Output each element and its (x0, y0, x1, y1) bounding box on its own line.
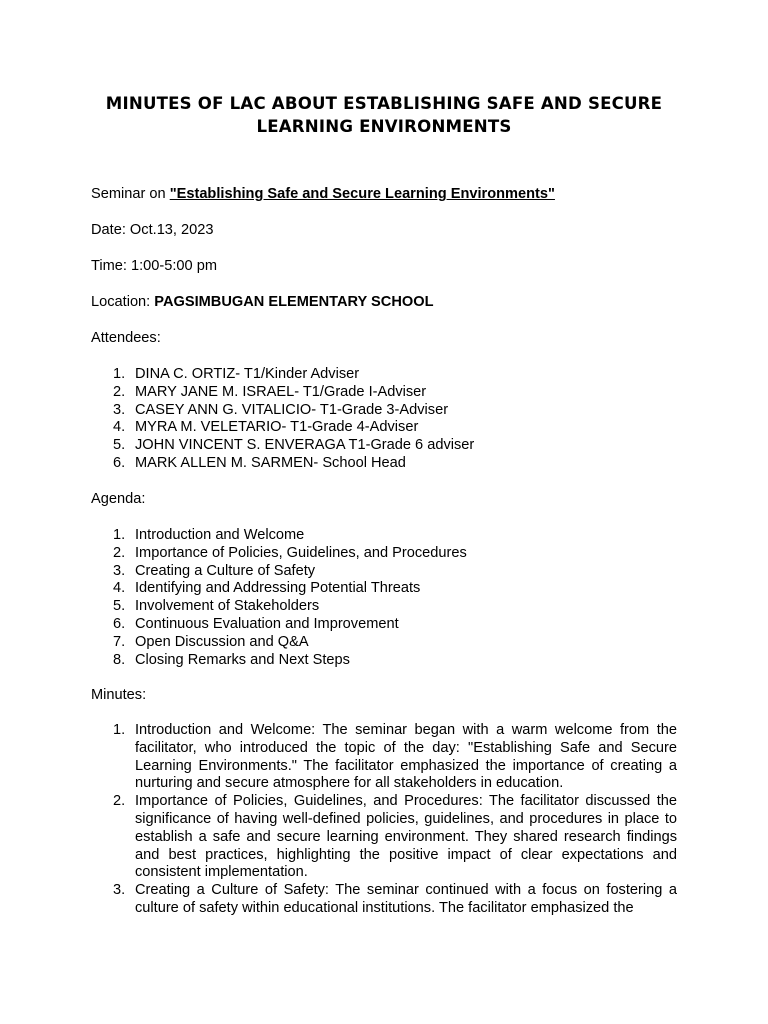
list-item: 5. JOHN VINCENT S. ENVERAGA T1-Grade 6 adviser (113, 437, 475, 454)
location-prefix: Location: (91, 294, 155, 310)
list-item: 1. DINA C. ORTIZ- T1/Kinder Adviser (113, 366, 360, 382)
seminar-name: "Establishing Safe and Secure Learning Environments" (169, 186, 555, 202)
list-item: 4. MYRA M. VELETARIO- T1-Grade 4-Adviser (113, 419, 419, 436)
agenda-heading: Agenda: (91, 491, 146, 507)
seminar-line (91, 185, 555, 203)
list-item: 7. Open Discussion and Q&A (113, 633, 309, 650)
attendees-heading: Attendees: (91, 330, 161, 346)
list-item: 6. Continuous Evaluation and Improvement (113, 615, 399, 632)
list-item: 2. MARY JANE M. ISRAEL- T1/Grade I-Adviser (113, 383, 427, 400)
time-line: Time: 1:00-5:00 pm (91, 258, 217, 274)
seminar-prefix: Seminar on (91, 186, 170, 202)
list-item: 1. Introduction and Welcome (113, 527, 305, 543)
attendees-list (91, 365, 474, 472)
date-line: Date: Oct.13, 2023 (91, 222, 214, 238)
location-name: PAGSIMBUGAN ELEMENTARY SCHOOL (154, 294, 434, 310)
list-item: 8. Closing Remarks and Next Steps (113, 651, 350, 668)
list-item: 6. MARK ALLEN M. SARMEN- School Head (113, 454, 406, 471)
minutes-list (91, 722, 677, 918)
list-item: 2. Importance of Policies, Guidelines, and Procedures: The facilitator discussed the significance of having well-defined policies, guidelines, and procedures in place to establish a safe and secure learning environment. They shared research findings and best practices, highlighting the positive impact of clear expectations and consistent implementation. (113, 793, 677, 881)
list-item: 3. Creating a Culture of Safety: The seminar continued with a focus on fostering a culture of safety within educational institutions. The facilitator emphasized the (113, 882, 677, 916)
location-line (91, 293, 433, 311)
document-title: MINUTES OF LAC ABOUT ESTABLISHING SAFE AND SECURE LEARNING ENVIRONMENTS (105, 94, 663, 136)
minutes-heading: Minutes: (91, 687, 147, 703)
list-item: 1. Introduction and Welcome: The seminar began with a warm welcome from the facilitator, who introduced the topic of the day: "Establishing Safe and Secure Learning Environments." The facilitator emphasized the importance of creating a nurturing and secure atmosphere for all stakeholders in education. (113, 722, 677, 792)
list-item: 3. Creating a Culture of Safety (113, 562, 316, 579)
list-item: 2. Importance of Policies, Guidelines, and Procedures (113, 544, 467, 561)
agenda-list (91, 526, 467, 668)
list-item: 5. Involvement of Stakeholders (113, 598, 320, 615)
list-item: 4. Identifying and Addressing Potential Threats (113, 580, 421, 597)
list-item: 3. CASEY ANN G. VITALICIO- T1-Grade 3-Adviser (113, 401, 449, 418)
